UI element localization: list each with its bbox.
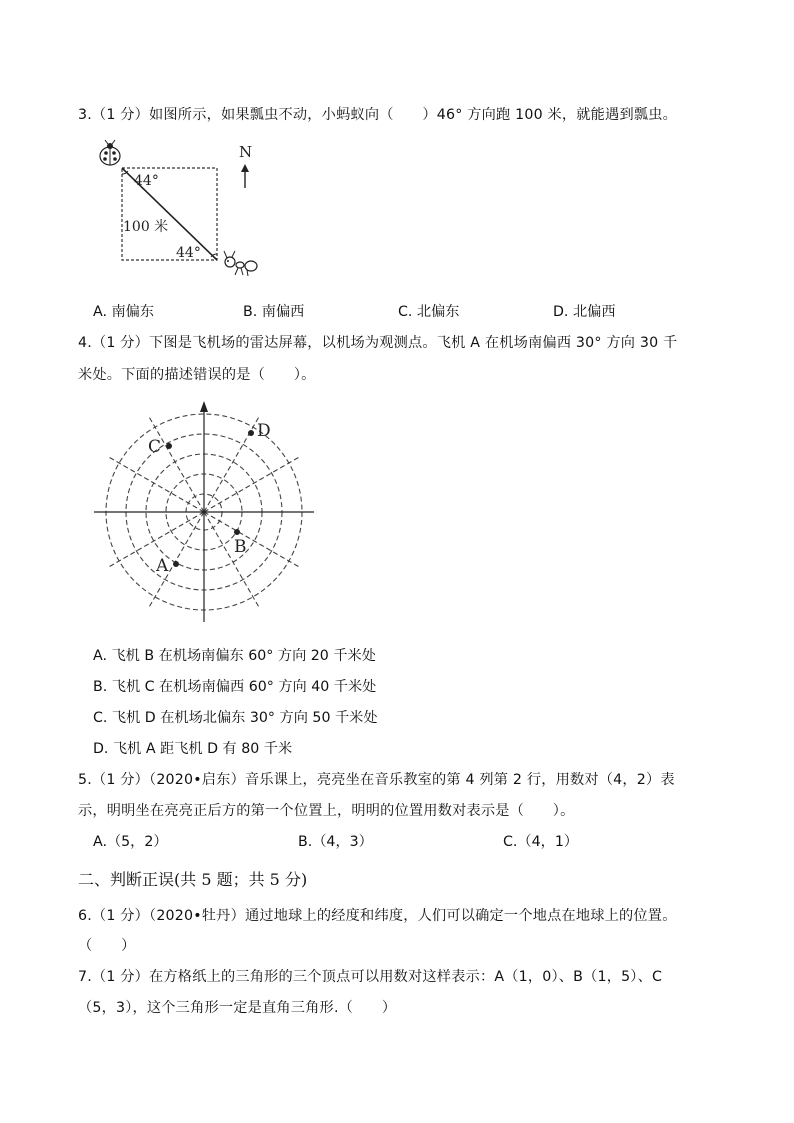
section-2-title: 二、判断正误(共 5 题；共 5 分) [78, 870, 308, 889]
q4-option-c[interactable]: C. 飞机 D 在机场北偏东 30° 方向 50 千米处 [93, 710, 378, 726]
radar-label-d: D [257, 421, 271, 441]
q5-text-line1: 5.（1 分）（2020•启东）音乐课上，亮亮坐在音乐教室的第 4 列第 2 行，用数对（4，2）表 [78, 772, 675, 788]
q6-text-line1: 6.（1 分）（2020•牡丹）通过地球上的经度和纬度，人们可以确定一个地点在地球上的位置。 [78, 908, 677, 924]
q3-option-c[interactable]: C. 北偏东 [398, 304, 460, 320]
radar-north-arrow-icon [200, 401, 208, 412]
q3-option-b[interactable]: B. 南偏西 [243, 304, 305, 320]
q3-distance-label: 100 米 [123, 219, 169, 235]
q5-option-b[interactable]: B.（4，3） [298, 834, 373, 850]
radar-label-c: C [148, 437, 162, 457]
radar-label-b: B [234, 537, 247, 557]
q3-option-a[interactable]: A. 南偏东 [93, 304, 155, 320]
q5-text-line2: 示，明明坐在亮亮正后方的第一个位置上，明明的位置用数对表示是（ ）。 [78, 803, 575, 819]
ant-icon [224, 251, 257, 276]
q5-option-c[interactable]: C.（4，1） [503, 834, 579, 850]
q5-option-a[interactable]: A.（5，2） [93, 834, 168, 850]
q3-angle-bottom: 44° [176, 245, 201, 261]
north-arrow-icon [241, 164, 249, 188]
q4-option-d[interactable]: D. 飞机 A 距飞机 D 有 80 千米 [93, 741, 293, 757]
q3-figure [90, 138, 270, 283]
q4-option-b[interactable]: B. 飞机 C 在机场南偏西 60° 方向 40 千米处 [93, 679, 377, 695]
q4-text-line2: 米处。下面的描述错误的是（ ）。 [78, 367, 316, 383]
q4-option-a[interactable]: A. 飞机 B 在机场南偏东 60° 方向 20 千米处 [93, 648, 376, 664]
radar-point-c [166, 443, 172, 449]
q3-angle-top: 44° [134, 173, 159, 189]
q4-text-line1: 4.（1 分）下图是飞机场的雷达屏幕，以机场为观测点。飞机 A 在机场南偏西 30° 方向 30 千 [78, 335, 678, 351]
radar-point-a [173, 561, 179, 567]
q7-text-line1: 7.（1 分）在方格纸上的三角形的三个顶点可以用数对这样表示：A（1，0）、B（1，5）、C [78, 969, 663, 985]
north-label: N [239, 143, 253, 161]
q3-option-d[interactable]: D. 北偏西 [553, 304, 616, 320]
ladybug-icon [100, 140, 120, 165]
q3-text: 3.（1 分）如图所示，如果瓢虫不动，小蚂蚁向（ ）46° 方向跑 100 米，就能遇到瓢虫。 [78, 107, 677, 123]
radar-label-a: A [156, 556, 169, 576]
q4-radar-figure [92, 398, 316, 624]
radar-point-d [248, 430, 254, 436]
q7-text-line2: （5，3），这个三角形一定是直角三角形.（ ） [78, 1000, 397, 1016]
radar-point-b [234, 529, 240, 535]
q6-answer-bracket[interactable]: （ ） [78, 938, 136, 954]
